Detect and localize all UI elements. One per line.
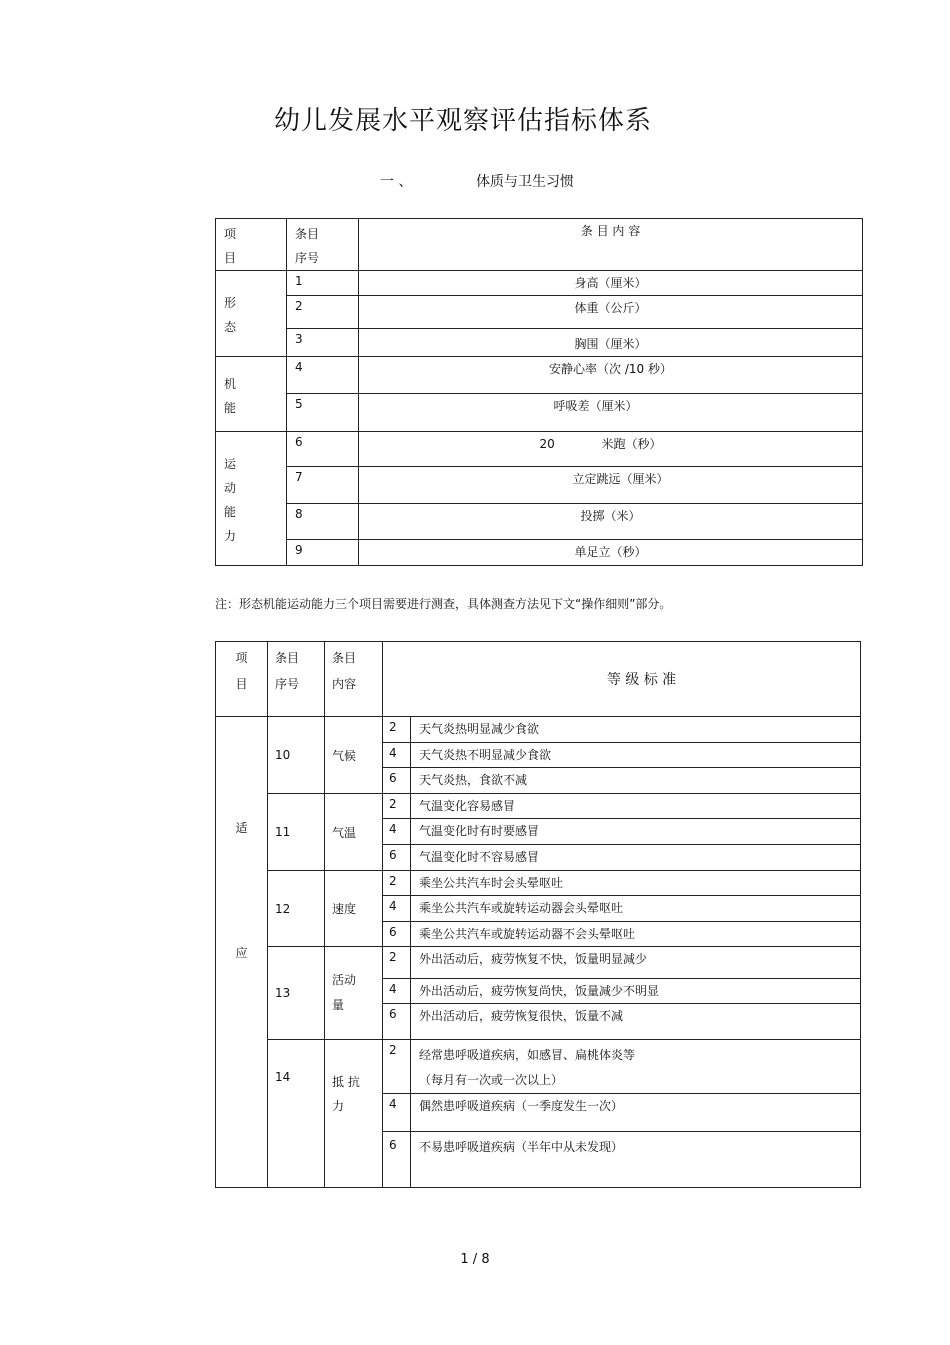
content-cell: 20 米跑（秒） <box>359 432 863 467</box>
level-cell: 6 <box>383 1004 411 1040</box>
table-row <box>216 504 863 540</box>
desc-cell: 气温变化时有时要感冒 <box>411 819 861 845</box>
level-cell: 4 <box>383 896 411 922</box>
seq-cell: 13 <box>268 947 325 1040</box>
level-cell: 6 <box>383 768 411 794</box>
content-cell: 抵 抗 力 <box>325 1040 383 1188</box>
seq-cell: 12 <box>268 871 325 947</box>
table-row <box>216 329 863 357</box>
header-item: 项 目 <box>216 642 268 717</box>
desc-cell: 乘坐公共汽车时会头晕呕吐 <box>411 871 861 896</box>
table-row <box>216 296 863 329</box>
seq-cell: 7 <box>287 467 359 504</box>
desc-cell: 天气炎热不明显减少食欲 <box>411 743 861 768</box>
content-cell: 身高（厘米） <box>359 271 863 296</box>
level-cell: 6 <box>383 1132 411 1188</box>
item-cell-adaptation: 适 应 <box>216 717 268 1188</box>
table-row <box>216 271 863 296</box>
content-cell: 气温 <box>325 794 383 871</box>
table-row <box>216 467 863 504</box>
desc-cell: 天气炎热，食欲不减 <box>411 768 861 794</box>
table-row <box>216 717 861 743</box>
section-name: 体质与卫生习惯 <box>476 174 574 190</box>
header-item: 项 目 <box>216 219 287 271</box>
desc-cell: 偶然患呼吸道疾病（一季度发生一次） <box>411 1094 861 1132</box>
desc-cell: 乘坐公共汽车或旋转运动器不会头晕呕吐 <box>411 922 861 947</box>
level-cell: 4 <box>383 743 411 768</box>
desc-cell: 不易患呼吸道疾病（半年中从未发现） <box>411 1132 861 1188</box>
content-cell: 气候 <box>325 717 383 794</box>
table-row <box>216 1040 861 1094</box>
seq-cell: 10 <box>268 717 325 794</box>
seq-cell: 9 <box>287 540 359 566</box>
note-text: 注：形态机能运动能力三个项目需要进行测查，具体测查方法见下文“操作细则”部分。 <box>215 597 672 611</box>
level-cell: 2 <box>383 717 411 743</box>
table-row <box>216 357 863 394</box>
level-cell: 4 <box>383 819 411 845</box>
header-standard: 等 级 标 准 <box>383 642 861 717</box>
level-cell: 2 <box>383 947 411 979</box>
desc-cell: 气温变化容易感冒 <box>411 794 861 819</box>
seq-cell: 11 <box>268 794 325 871</box>
seq-cell: 4 <box>287 357 359 394</box>
level-cell: 6 <box>383 922 411 947</box>
content-cell: 安静心率（次 /10 秒） <box>359 357 863 394</box>
level-cell: 6 <box>383 845 411 871</box>
desc-cell: 外出活动后，疲劳恢复很快，饭量不减 <box>411 1004 861 1040</box>
content-cell: 胸围（厘米） <box>359 329 863 357</box>
item-cell-motor: 运 动 能 力 <box>216 432 287 566</box>
item-cell-morphology: 形 态 <box>216 271 287 357</box>
desc-cell: 气温变化时不容易感冒 <box>411 845 861 871</box>
page-title: 幼儿发展水平观察评估指标体系 <box>273 106 652 136</box>
table-row <box>216 794 861 819</box>
header-seq: 条目 序号 <box>268 642 325 717</box>
content-cell: 活动 量 <box>325 947 383 1040</box>
seq-cell: 8 <box>287 504 359 540</box>
level-cell: 2 <box>383 1040 411 1094</box>
adaptation-table <box>215 641 861 1188</box>
header-seq: 条目 序号 <box>287 219 359 271</box>
table-header-row <box>216 219 863 271</box>
physique-table <box>215 218 863 566</box>
table-row <box>216 540 863 566</box>
table-row <box>216 947 861 979</box>
table-row <box>216 394 863 432</box>
content-cell: 呼吸差（厘米） <box>359 394 863 432</box>
desc-cell: 天气炎热明显减少食欲 <box>411 717 861 743</box>
item-cell-function: 机 能 <box>216 357 287 432</box>
seq-cell: 14 <box>268 1040 325 1188</box>
seq-cell: 2 <box>287 296 359 329</box>
content-cell: 投掷（米） <box>359 504 863 540</box>
desc-cell: 经常患呼吸道疾病，如感冒、扁桃体炎等 （每月有一次或一次以上） <box>411 1040 861 1094</box>
content-cell: 速度 <box>325 871 383 947</box>
desc-cell: 乘坐公共汽车或旋转运动器会头晕呕吐 <box>411 896 861 922</box>
seq-cell: 1 <box>287 271 359 296</box>
level-cell: 2 <box>383 871 411 896</box>
header-content: 条 目 内 容 <box>359 219 863 271</box>
content-cell: 立定跳远（厘米） <box>359 467 863 504</box>
table-row <box>216 871 861 896</box>
content-cell: 单足立（秒） <box>359 540 863 566</box>
content-cell: 体重（公斤） <box>359 296 863 329</box>
page-number: 1 / 8 <box>460 1252 490 1267</box>
desc-cell: 外出活动后，疲劳恢复不快，饭量明显减少 <box>411 947 861 979</box>
level-cell: 2 <box>383 794 411 819</box>
seq-cell: 3 <box>287 329 359 357</box>
seq-cell: 6 <box>287 432 359 467</box>
level-cell: 4 <box>383 979 411 1004</box>
seq-cell: 5 <box>287 394 359 432</box>
desc-cell: 外出活动后，疲劳恢复尚快，饭量减少不明显 <box>411 979 861 1004</box>
table-header-row <box>216 642 861 717</box>
section-number: 一 、 <box>380 174 413 190</box>
header-content: 条目 内容 <box>325 642 383 717</box>
level-cell: 4 <box>383 1094 411 1132</box>
table-row <box>216 432 863 467</box>
